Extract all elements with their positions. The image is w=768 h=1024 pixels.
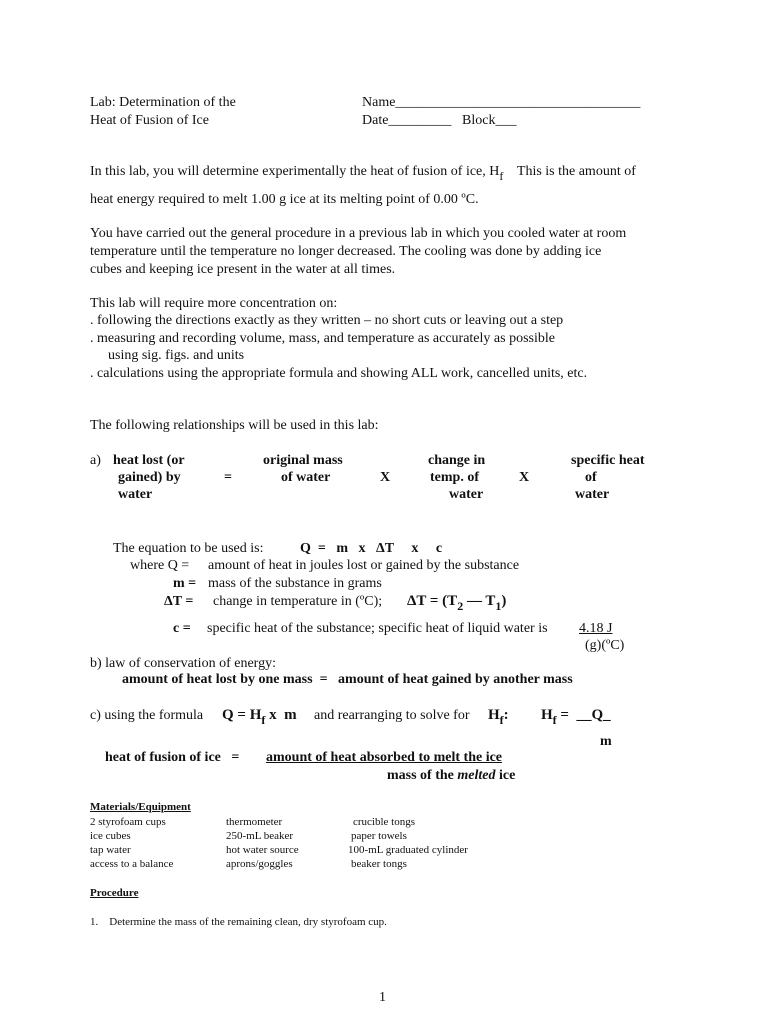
delta-t-def: change in temperature in (ºC);	[213, 594, 383, 609]
hf-q-numerator: = __Q_	[556, 707, 611, 723]
formula-m-part: x m	[265, 707, 297, 723]
block-field-label: Block___	[462, 113, 517, 128]
delta-t-formula	[407, 593, 507, 613]
material-item: beaker tongs	[351, 858, 407, 870]
where-q-def: amount of heat in joules lost or gained by the substance	[208, 558, 520, 573]
material-item: ice cubes	[90, 830, 131, 842]
m-label: m =	[173, 576, 197, 591]
formula-q-hf-m	[222, 707, 297, 727]
delta-t-close: )	[501, 593, 507, 609]
formula-q-part: Q = H	[222, 707, 262, 723]
page-number: 1	[379, 990, 386, 1005]
material-item: 2 styrofoam cups	[90, 816, 166, 828]
hf-h: H	[541, 707, 553, 723]
section-c-intro: c) using the formula	[90, 708, 204, 723]
fusion-den-italic: melted	[457, 768, 496, 783]
solve-f-subscript: f	[499, 713, 504, 727]
materials-heading: Materials/Equipment	[90, 801, 191, 813]
lab-title-line2: Heat of Fusion of Ice	[90, 113, 209, 128]
material-item: 100-mL graduated cylinder	[348, 844, 468, 856]
material-item: 250-mL beaker	[226, 830, 294, 842]
main-equation: Q = m x ΔT x c	[300, 541, 443, 556]
material-item: crucible tongs	[353, 816, 416, 828]
rearrange-text: and rearranging to solve for	[314, 708, 470, 723]
specific-heat-unit: (g)(ºC)	[585, 638, 625, 653]
heat-lost-line2: gained) by	[118, 470, 181, 485]
c-label: c =	[173, 621, 191, 636]
change-temp-line2: temp. of	[430, 470, 479, 485]
name-field-label: Name___________________________________	[362, 95, 641, 110]
change-temp-line3: water	[449, 487, 484, 502]
fusion-denominator	[387, 767, 515, 784]
material-item: thermometer	[226, 816, 283, 828]
material-item: paper towels	[351, 830, 407, 842]
hf-subscript: f	[499, 169, 504, 183]
orig-mass-line2: of water	[281, 470, 331, 485]
spec-heat-line2: of	[585, 470, 597, 485]
section-b-heading: b) law of conservation of energy:	[90, 656, 276, 671]
bullet-sigfigs: using sig. figs. and units	[108, 348, 245, 363]
material-item: tap water	[90, 844, 131, 856]
intro-p2-line3: cubes and keeping ice present in the water at all times.	[90, 262, 396, 277]
material-item: access to a balance	[90, 858, 174, 870]
material-item: aprons/goggles	[226, 858, 293, 870]
material-item: hot water source	[226, 844, 299, 856]
t2-subscript: 2	[457, 599, 464, 613]
formula-hf-subscript: f	[261, 713, 266, 727]
intro-p1-line2: heat energy required to melt 1.00 g ice at its melting point of 0.00 ºC.	[90, 192, 479, 207]
solve-h: H	[488, 707, 500, 723]
equals-sign: =	[224, 470, 232, 485]
delta-t-open: ΔT = (T	[407, 593, 458, 609]
delta-t-label: ΔT =	[164, 594, 194, 609]
bullet-measuring: . measuring and recording volume, mass, and temperature as accurately as possible	[90, 331, 555, 346]
fusion-den-a: mass of the	[387, 768, 458, 783]
fusion-numerator: amount of heat absorbed to melt the ice	[266, 750, 503, 765]
times-sign-2: X	[519, 470, 530, 485]
bullet-calculations: . calculations using the appropriate formula and showing ALL work, cancelled units, etc.	[90, 366, 588, 381]
delta-t-mid: — T	[463, 593, 496, 609]
section-a-label: a)	[90, 453, 101, 468]
spec-heat-line3: water	[575, 487, 610, 502]
times-sign-1: X	[380, 470, 391, 485]
procedure-heading: Procedure	[90, 887, 139, 899]
intro-p2-line1: You have carried out the general procedure in a previous lab in which you cooled water at room	[90, 226, 627, 241]
fusion-den-b: ice	[495, 768, 516, 783]
relationships-intro: The following relationships will be used in this lab:	[90, 418, 379, 433]
change-temp-line1: change in	[428, 453, 486, 468]
intro-p1-text-a: In this lab, you will determine experimentally the heat of fusion of ice, H	[90, 164, 500, 179]
m-def: mass of the substance in grams	[208, 576, 382, 591]
hf-equation	[541, 707, 611, 727]
spec-heat-line1: specific heat	[571, 453, 645, 468]
intro-p3-line1: This lab will require more concentration on:	[90, 296, 338, 311]
heat-lost-line3: water	[118, 487, 153, 502]
intro-p1-text-b: This is the amount of	[516, 164, 636, 179]
fusion-label: heat of fusion of ice =	[105, 750, 240, 765]
where-q-label: where Q =	[130, 558, 190, 573]
solve-colon: :	[503, 707, 509, 723]
hf-m-denominator: m	[600, 734, 612, 749]
c-def: specific heat of the substance; specific heat of liquid water is	[207, 621, 548, 636]
intro-p1-line1	[90, 163, 636, 183]
bullet-directions: . following the directions exactly as they written – no short cuts or leaving out a step	[90, 313, 564, 328]
heat-lost-line1: heat lost (or	[113, 453, 185, 468]
procedure-step-1: 1. Determine the mass of the remaining clean, dry styrofoam cup.	[90, 916, 387, 928]
orig-mass-line1: original mass	[263, 453, 343, 468]
hf-f-subscript: f	[552, 713, 557, 727]
solve-for-hf	[488, 707, 509, 727]
specific-heat-value: 4.18 J	[579, 621, 613, 636]
date-field-label: Date_________	[362, 113, 452, 128]
conservation-statement: amount of heat lost by one mass = amount of heat gained by another mass	[122, 672, 573, 687]
lab-title-line1: Lab: Determination of the	[90, 95, 236, 110]
equation-intro: The equation to be used is:	[113, 541, 264, 556]
intro-p2-line2: temperature until the temperature no longer decreased. The cooling was done by adding ice	[90, 244, 602, 259]
t1-subscript: 1	[495, 599, 502, 613]
